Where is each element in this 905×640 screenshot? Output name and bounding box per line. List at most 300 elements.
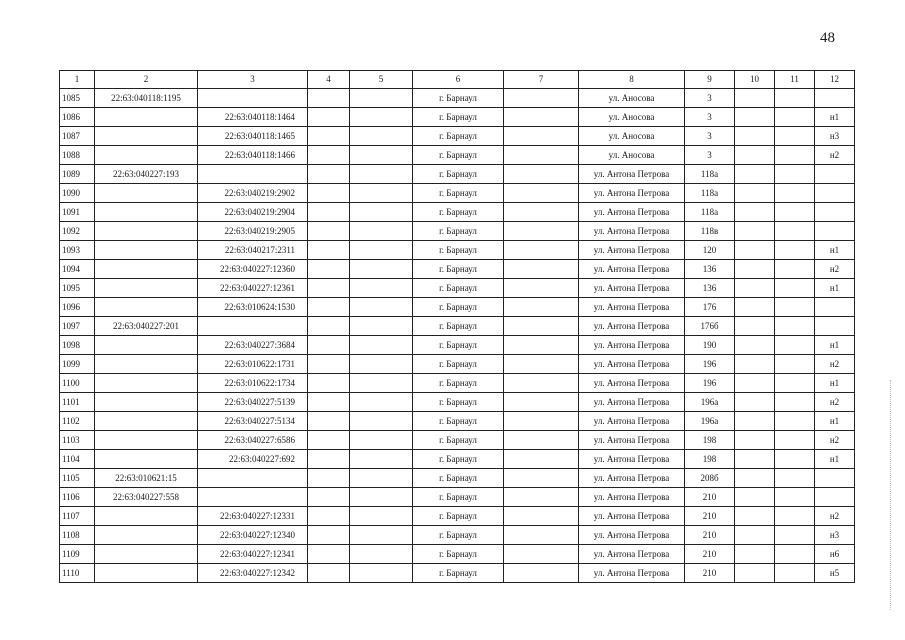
cell-c6: г. Барнаул	[413, 222, 504, 241]
cell-c1: 1109	[60, 545, 95, 564]
cell-c5	[350, 564, 413, 583]
cell-c2	[95, 241, 198, 260]
cell-c7	[504, 146, 579, 165]
cell-c1: 1104	[60, 450, 95, 469]
cell-c10	[735, 374, 775, 393]
cell-c10	[735, 526, 775, 545]
cell-c10	[735, 431, 775, 450]
cell-c3: 22:63:040227:12361	[198, 279, 308, 298]
cell-c5	[350, 374, 413, 393]
cell-c11	[775, 393, 815, 412]
table-row	[60, 469, 855, 488]
table-row	[60, 412, 855, 431]
table-row	[60, 298, 855, 317]
cell-c3: 22:63:040118:1466	[198, 146, 308, 165]
cell-c12	[815, 184, 855, 203]
cell-c10	[735, 165, 775, 184]
cell-c9: 118в	[685, 222, 735, 241]
cell-c6: г. Барнаул	[413, 165, 504, 184]
table-row	[60, 279, 855, 298]
cell-c11	[775, 336, 815, 355]
cell-c12: н6	[815, 545, 855, 564]
cell-c9: 210	[685, 564, 735, 583]
cell-c6: г. Барнаул	[413, 127, 504, 146]
cell-c12	[815, 203, 855, 222]
cell-c11	[775, 374, 815, 393]
cell-c6: г. Барнаул	[413, 203, 504, 222]
cell-c5	[350, 279, 413, 298]
column-header-4: 4	[308, 71, 350, 89]
cell-c1: 1092	[60, 222, 95, 241]
cell-c6: г. Барнаул	[413, 184, 504, 203]
cell-c4	[308, 222, 350, 241]
cell-c2: 22:63:040118:1195	[95, 89, 198, 108]
cell-c6: г. Барнаул	[413, 279, 504, 298]
cell-c12: н3	[815, 127, 855, 146]
table-row	[60, 165, 855, 184]
cell-c9: 190	[685, 336, 735, 355]
cell-c2	[95, 127, 198, 146]
cell-c12: н2	[815, 260, 855, 279]
cell-c1: 1089	[60, 165, 95, 184]
cell-c5	[350, 526, 413, 545]
table-header-row	[60, 71, 855, 89]
cell-c12: н1	[815, 450, 855, 469]
cell-c3: 22:63:040227:12342	[198, 564, 308, 583]
cell-c8: ул. Антона Петрова	[579, 165, 685, 184]
column-header-3: 3	[198, 71, 308, 89]
cell-c1: 1088	[60, 146, 95, 165]
cell-c8: ул. Антона Петрова	[579, 203, 685, 222]
cell-c12: н2	[815, 146, 855, 165]
cell-c9: 3	[685, 146, 735, 165]
cell-c12: н1	[815, 279, 855, 298]
cell-c8: ул. Аносова	[579, 146, 685, 165]
cell-c5	[350, 393, 413, 412]
cell-c4	[308, 279, 350, 298]
cell-c9: 136	[685, 260, 735, 279]
cell-c12	[815, 469, 855, 488]
cell-c6: г. Барнаул	[413, 146, 504, 165]
table-row	[60, 89, 855, 108]
cell-c9: 118а	[685, 203, 735, 222]
cell-c2	[95, 412, 198, 431]
cell-c6: г. Барнаул	[413, 431, 504, 450]
column-header-8: 8	[579, 71, 685, 89]
cell-c5	[350, 184, 413, 203]
cell-c7	[504, 374, 579, 393]
cell-c4	[308, 89, 350, 108]
cell-c11	[775, 298, 815, 317]
cell-c11	[775, 260, 815, 279]
cell-c4	[308, 127, 350, 146]
cell-c5	[350, 450, 413, 469]
table-row	[60, 564, 855, 583]
cell-c7	[504, 469, 579, 488]
cell-c5	[350, 336, 413, 355]
cell-c12	[815, 488, 855, 507]
cell-c4	[308, 241, 350, 260]
cell-c6: г. Барнаул	[413, 241, 504, 260]
cell-c3: 22:63:040227:12331	[198, 507, 308, 526]
cell-c4	[308, 260, 350, 279]
cell-c10	[735, 488, 775, 507]
cell-c5	[350, 412, 413, 431]
cell-c10	[735, 317, 775, 336]
cell-c10	[735, 298, 775, 317]
cell-c7	[504, 431, 579, 450]
cell-c4	[308, 393, 350, 412]
table-row	[60, 203, 855, 222]
cell-c9: 196	[685, 355, 735, 374]
cell-c9: 118а	[685, 184, 735, 203]
cell-c1: 1093	[60, 241, 95, 260]
cell-c8: ул. Аносова	[579, 108, 685, 127]
cell-c2	[95, 146, 198, 165]
cell-c3	[198, 317, 308, 336]
scan-edge-marks	[890, 380, 892, 610]
cell-c2	[95, 336, 198, 355]
cell-c7	[504, 222, 579, 241]
cell-c8: ул. Аносова	[579, 127, 685, 146]
cell-c5	[350, 146, 413, 165]
column-header-2: 2	[95, 71, 198, 89]
cell-c5	[350, 241, 413, 260]
cell-c4	[308, 526, 350, 545]
cell-c9: 210	[685, 488, 735, 507]
cell-c1: 1105	[60, 469, 95, 488]
cell-c10	[735, 260, 775, 279]
cell-c10	[735, 507, 775, 526]
cell-c2	[95, 450, 198, 469]
cell-c4	[308, 450, 350, 469]
cell-c1: 1097	[60, 317, 95, 336]
cell-c3: 22:63:040217:2311	[198, 241, 308, 260]
column-header-10: 10	[735, 71, 775, 89]
cell-c10	[735, 412, 775, 431]
cell-c6: г. Барнаул	[413, 412, 504, 431]
cell-c7	[504, 108, 579, 127]
cell-c1: 1101	[60, 393, 95, 412]
cell-c10	[735, 564, 775, 583]
cell-c9: 196	[685, 374, 735, 393]
cell-c12	[815, 298, 855, 317]
cell-c3: 22:63:040219:2904	[198, 203, 308, 222]
cell-c2: 22:63:040227:193	[95, 165, 198, 184]
cell-c1: 1107	[60, 507, 95, 526]
cell-c6: г. Барнаул	[413, 488, 504, 507]
table-row	[60, 450, 855, 469]
cell-c11	[775, 469, 815, 488]
cell-c3: 22:63:040227:5134	[198, 412, 308, 431]
table-row	[60, 184, 855, 203]
cell-c2	[95, 564, 198, 583]
cell-c7	[504, 412, 579, 431]
table-row	[60, 317, 855, 336]
cell-c12	[815, 89, 855, 108]
cell-c12: н1	[815, 336, 855, 355]
cell-c3: 22:63:040227:12340	[198, 526, 308, 545]
cell-c11	[775, 89, 815, 108]
cell-c11	[775, 450, 815, 469]
cell-c1: 1100	[60, 374, 95, 393]
cell-c1: 1110	[60, 564, 95, 583]
cell-c3: 22:63:040227:12360	[198, 260, 308, 279]
cell-c3	[198, 89, 308, 108]
cell-c8: ул. Антона Петрова	[579, 507, 685, 526]
cell-c8: ул. Антона Петрова	[579, 469, 685, 488]
cell-c4	[308, 298, 350, 317]
cell-c3	[198, 488, 308, 507]
cell-c7	[504, 336, 579, 355]
cell-c9: 198	[685, 431, 735, 450]
cell-c7	[504, 450, 579, 469]
cell-c6: г. Барнаул	[413, 545, 504, 564]
cell-c6: г. Барнаул	[413, 298, 504, 317]
table-row	[60, 431, 855, 450]
column-header-6: 6	[413, 71, 504, 89]
cell-c1: 1095	[60, 279, 95, 298]
column-header-12: 12	[815, 71, 855, 89]
cell-c10	[735, 222, 775, 241]
cell-c2	[95, 260, 198, 279]
cell-c2	[95, 355, 198, 374]
cell-c10	[735, 545, 775, 564]
cell-c4	[308, 355, 350, 374]
cell-c1: 1091	[60, 203, 95, 222]
cell-c6: г. Барнаул	[413, 89, 504, 108]
cell-c9: 210	[685, 507, 735, 526]
column-header-7: 7	[504, 71, 579, 89]
cell-c3: 22:63:040227:6586	[198, 431, 308, 450]
cell-c7	[504, 279, 579, 298]
cell-c8: ул. Антона Петрова	[579, 222, 685, 241]
cell-c2: 22:63:010621:15	[95, 469, 198, 488]
cell-c10	[735, 241, 775, 260]
cell-c12	[815, 317, 855, 336]
cell-c12: н2	[815, 507, 855, 526]
cell-c2	[95, 108, 198, 127]
cell-c4	[308, 203, 350, 222]
cell-c4	[308, 431, 350, 450]
table-row	[60, 108, 855, 127]
cell-c8: ул. Антона Петрова	[579, 393, 685, 412]
cell-c12: н2	[815, 355, 855, 374]
cell-c8: ул. Антона Петрова	[579, 184, 685, 203]
cell-c10	[735, 336, 775, 355]
cell-c10	[735, 127, 775, 146]
cell-c7	[504, 203, 579, 222]
cell-c10	[735, 279, 775, 298]
table-row	[60, 127, 855, 146]
cell-c11	[775, 545, 815, 564]
cell-c10	[735, 355, 775, 374]
cell-c4	[308, 545, 350, 564]
cell-c7	[504, 165, 579, 184]
cell-c3: 22:63:010622:1734	[198, 374, 308, 393]
cell-c10	[735, 108, 775, 127]
cell-c6: г. Барнаул	[413, 317, 504, 336]
table-row	[60, 146, 855, 165]
cell-c10	[735, 393, 775, 412]
table-row	[60, 545, 855, 564]
cell-c6: г. Барнаул	[413, 507, 504, 526]
column-header-9: 9	[685, 71, 735, 89]
cell-c4	[308, 507, 350, 526]
column-header-1: 1	[60, 71, 95, 89]
cell-c7	[504, 564, 579, 583]
cell-c11	[775, 317, 815, 336]
cell-c5	[350, 317, 413, 336]
cell-c3: 22:63:040118:1464	[198, 108, 308, 127]
column-header-11: 11	[775, 71, 815, 89]
cell-c3	[198, 165, 308, 184]
cell-c8: ул. Антона Петрова	[579, 317, 685, 336]
cell-c8: ул. Антона Петрова	[579, 298, 685, 317]
cell-c2	[95, 393, 198, 412]
cell-c12: н5	[815, 564, 855, 583]
cell-c8: ул. Антона Петрова	[579, 488, 685, 507]
cell-c9: 176б	[685, 317, 735, 336]
cell-c12: н1	[815, 241, 855, 260]
cell-c9: 3	[685, 127, 735, 146]
cell-c12: н1	[815, 412, 855, 431]
cell-c7	[504, 260, 579, 279]
cell-c4	[308, 146, 350, 165]
cell-c5	[350, 165, 413, 184]
cell-c5	[350, 507, 413, 526]
cell-c7	[504, 241, 579, 260]
cell-c12: н3	[815, 526, 855, 545]
cell-c11	[775, 108, 815, 127]
cell-c3: 22:63:040227:692	[198, 450, 308, 469]
cell-c7	[504, 355, 579, 374]
cell-c11	[775, 184, 815, 203]
cell-c8: ул. Антона Петрова	[579, 526, 685, 545]
cell-c2	[95, 431, 198, 450]
cell-c8: ул. Антона Петрова	[579, 241, 685, 260]
cell-c9: 176	[685, 298, 735, 317]
cell-c1: 1098	[60, 336, 95, 355]
cell-c6: г. Барнаул	[413, 469, 504, 488]
cell-c8: ул. Антона Петрова	[579, 355, 685, 374]
cell-c9: 3	[685, 89, 735, 108]
cell-c8: ул. Антона Петрова	[579, 545, 685, 564]
cell-c2	[95, 222, 198, 241]
cell-c1: 1103	[60, 431, 95, 450]
cell-c5	[350, 355, 413, 374]
cell-c1: 1106	[60, 488, 95, 507]
cell-c9: 198	[685, 450, 735, 469]
cell-c1: 1086	[60, 108, 95, 127]
cell-c8: ул. Аносова	[579, 89, 685, 108]
cell-c2	[95, 545, 198, 564]
cell-c6: г. Барнаул	[413, 374, 504, 393]
cell-c7	[504, 317, 579, 336]
table-body	[60, 89, 855, 583]
cell-c4	[308, 488, 350, 507]
cell-c1: 1102	[60, 412, 95, 431]
cell-c9: 118а	[685, 165, 735, 184]
cell-c1: 1085	[60, 89, 95, 108]
cell-c12: н1	[815, 108, 855, 127]
cell-c11	[775, 507, 815, 526]
cell-c5	[350, 203, 413, 222]
cell-c5	[350, 260, 413, 279]
cell-c8: ул. Антона Петрова	[579, 431, 685, 450]
cell-c11	[775, 431, 815, 450]
cell-c9: 196а	[685, 412, 735, 431]
cell-c4	[308, 412, 350, 431]
cell-c3	[198, 469, 308, 488]
cell-c7	[504, 526, 579, 545]
cell-c10	[735, 146, 775, 165]
table-row	[60, 507, 855, 526]
cell-c2	[95, 298, 198, 317]
cell-c11	[775, 564, 815, 583]
address-register-table	[59, 70, 855, 583]
cell-c3: 22:63:040118:1465	[198, 127, 308, 146]
cell-c2	[95, 374, 198, 393]
column-header-5: 5	[350, 71, 413, 89]
cell-c8: ул. Антона Петрова	[579, 374, 685, 393]
page-number: 48	[820, 30, 835, 46]
cell-c11	[775, 222, 815, 241]
cell-c11	[775, 355, 815, 374]
cell-c7	[504, 298, 579, 317]
cell-c3: 22:63:040219:2905	[198, 222, 308, 241]
cell-c6: г. Барнаул	[413, 526, 504, 545]
cell-c5	[350, 545, 413, 564]
cell-c9: 210	[685, 545, 735, 564]
cell-c11	[775, 279, 815, 298]
cell-c8: ул. Антона Петрова	[579, 412, 685, 431]
cell-c10	[735, 469, 775, 488]
table-row	[60, 393, 855, 412]
cell-c7	[504, 545, 579, 564]
cell-c10	[735, 450, 775, 469]
cell-c9: 208б	[685, 469, 735, 488]
cell-c11	[775, 241, 815, 260]
cell-c10	[735, 203, 775, 222]
cell-c7	[504, 393, 579, 412]
table-row	[60, 488, 855, 507]
cell-c2: 22:63:040227:201	[95, 317, 198, 336]
cell-c5	[350, 469, 413, 488]
cell-c5	[350, 431, 413, 450]
cell-c11	[775, 488, 815, 507]
cell-c11	[775, 412, 815, 431]
cell-c8: ул. Антона Петрова	[579, 336, 685, 355]
cell-c4	[308, 165, 350, 184]
cell-c2	[95, 203, 198, 222]
cell-c5	[350, 108, 413, 127]
cell-c12	[815, 165, 855, 184]
cell-c5	[350, 89, 413, 108]
cell-c4	[308, 184, 350, 203]
cell-c6: г. Барнаул	[413, 450, 504, 469]
cell-c5	[350, 127, 413, 146]
cell-c7	[504, 488, 579, 507]
cell-c6: г. Барнаул	[413, 108, 504, 127]
cell-c3: 22:63:040219:2902	[198, 184, 308, 203]
cell-c1: 1108	[60, 526, 95, 545]
cell-c3: 22:63:010624:1530	[198, 298, 308, 317]
cell-c9: 210	[685, 526, 735, 545]
cell-c4	[308, 469, 350, 488]
cell-c4	[308, 374, 350, 393]
table-row	[60, 374, 855, 393]
